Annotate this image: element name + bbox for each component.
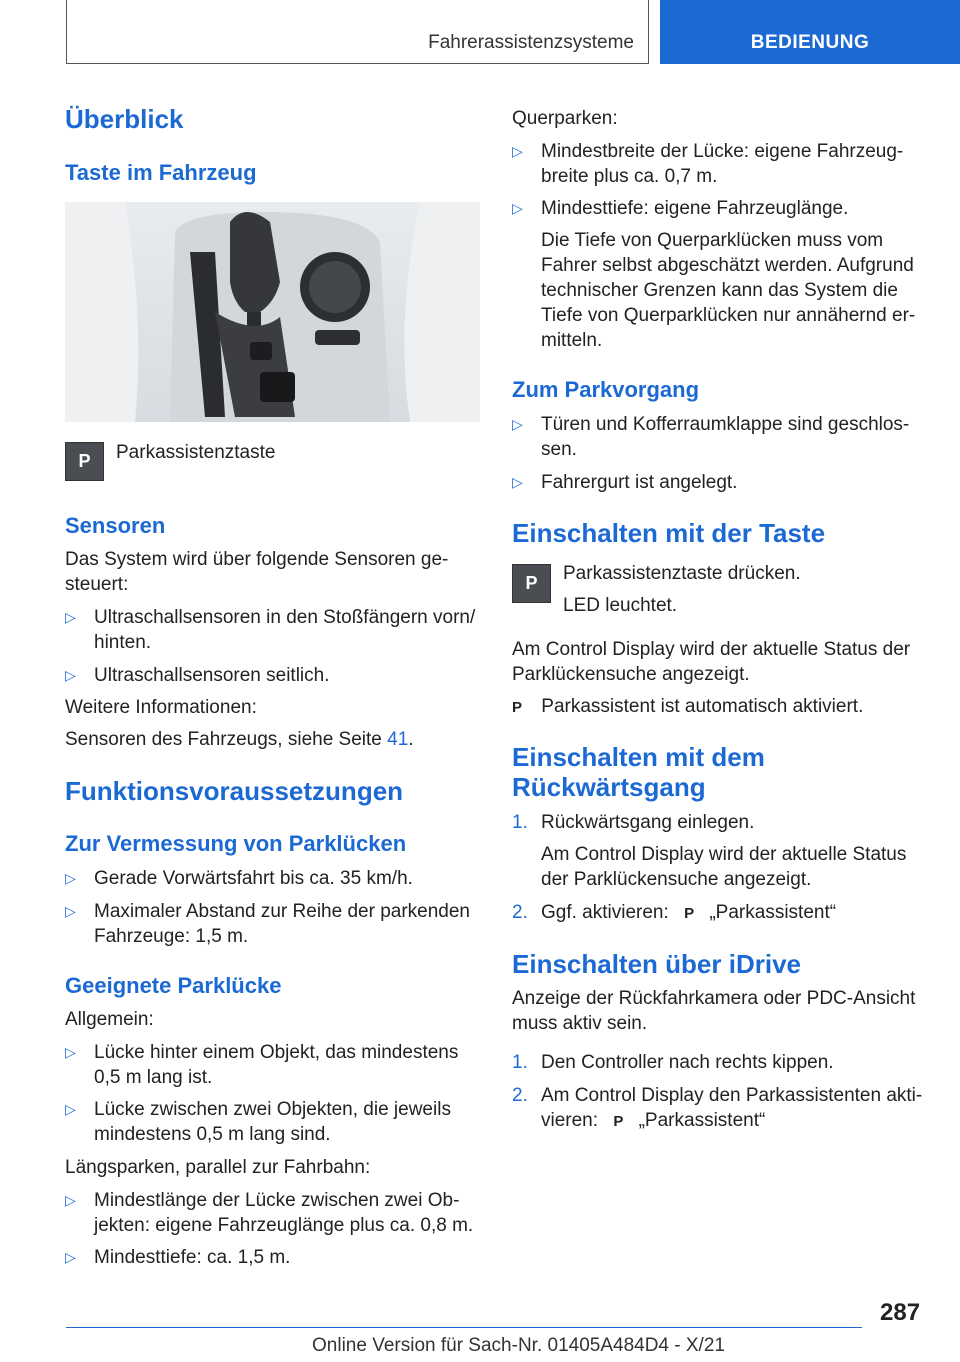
heading-rueckwaertsgang-1: Einschalten mit dem [512,742,765,772]
heading-taste-im-fahrzeug: Taste im Fahrzeug [65,160,257,185]
console-photo [65,202,480,422]
bullet-icon: ▷ [512,416,523,432]
heading-geeignete-parkluecke: Geeignete Parklücke [65,973,282,998]
park-assist-button-icon: P [512,564,551,603]
heading-funktionsvoraussetzungen: Funktionsvoraussetzungen [65,776,404,806]
bullet-icon: ▷ [65,609,76,625]
page-number: 287 [880,1299,921,1326]
heading-vermessung: Zur Vermessung von Parklücken [65,831,407,856]
bullet-icon: ▷ [65,903,76,919]
bullet-icon: ▷ [512,200,523,216]
heading-einschalten-idrive: Einschalten über iDrive [512,949,801,979]
park-assistant-menu-icon: P [613,1113,624,1130]
taste-step-2: LED leuchtet. [563,595,678,616]
running-header-section [66,0,649,64]
auto-activated-line: P Parkassistent ist automatisch aktiviert. [512,694,863,720]
bullet-icon: ▷ [65,1249,76,1265]
idrive-text-2: muss aktiv sein. [512,1013,648,1034]
running-header-chapter [660,0,960,64]
control-display-text-1: Am Control Display wird der aktuelle Status der [512,639,911,660]
park-assistant-status-icon: P [512,699,523,716]
bullet-icon: ▷ [65,1101,76,1117]
bullet-icon: ▷ [65,1044,76,1060]
bullet-icon: ▷ [512,474,523,490]
footer-rule [66,1327,862,1328]
sensoren-reference: Sensoren des Fahrzeugs, siehe Seite 41. [65,729,414,750]
taste-step-1: Parkassistenztaste drücken. [563,563,801,584]
weitere-info-label: Weitere Informationen: [65,697,257,718]
park-assist-button-icon: P [65,442,104,481]
image-caption: Parkassistenztaste [116,442,276,463]
laengsparken-label: Längsparken, parallel zur Fahrbahn: [65,1157,371,1178]
header-section-title: Fahrerassistenzsysteme [428,32,634,53]
park-assistant-menu-icon: P [684,905,695,922]
bullet-icon: ▷ [65,667,76,683]
header-chapter-title: BEDIENUNG [750,32,870,53]
querparken-label: Querparken: [512,108,618,129]
sensoren-text-line-2: steuert: [65,574,129,595]
idrive-text-1: Anzeige der Rückfahrkamera oder PDC-Ansicht [512,988,916,1009]
bullet-icon: ▷ [512,143,523,159]
heading-sensoren: Sensoren [65,513,166,538]
querparken-note: Die Tiefe von Querparklücken muss vom Fahrer selbst abgeschätzt werden. Aufgrund technischer Grenzen kann das System die Tiefe von Querparklücken nur annähernd er- mitteln. [541,230,916,351]
page-link-41[interactable]: 41 [387,729,409,750]
heading-rueckwaertsgang-2: Rückwärtsgang [512,772,706,802]
page-title: Überblick [65,104,184,134]
allgemein-label: Allgemein: [65,1009,154,1030]
footer-text: Online Version für Sach-Nr. 01405A484D4 - X/21 [312,1335,725,1356]
bullet-icon: ▷ [65,1192,76,1208]
bullet-icon: ▷ [65,870,76,886]
heading-einschalten-taste: Einschalten mit der Taste [512,518,826,548]
center-console-illustration [65,202,480,422]
control-display-text-2: Parklückensuche angezeigt. [512,664,750,685]
heading-zum-parkvorgang: Zum Parkvorgang [512,377,700,402]
sensoren-text-line-1: Das System wird über folgende Sensoren ge- [65,549,449,570]
